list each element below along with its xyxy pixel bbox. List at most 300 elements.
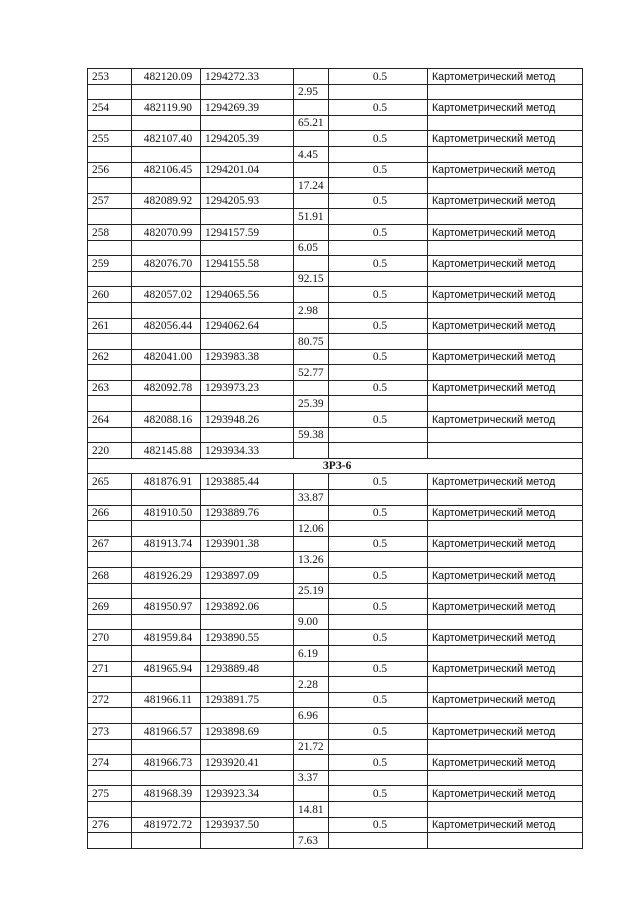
segment-distance: 6.19 [294,645,329,661]
point-y: 1294201.04 [201,162,294,178]
segment-distance: 3.37 [294,770,329,786]
segment-distance: 52.77 [294,365,329,381]
distance-empty [132,490,201,506]
distance-empty [132,739,201,755]
point-x: 481966.73 [132,755,201,771]
distance-empty [88,146,132,162]
distance-empty [329,614,428,630]
distance-empty [329,521,428,537]
point-accuracy: 0.5 [329,349,428,365]
point-method: Картометрический метод [428,536,583,552]
point-number: 259 [88,256,132,272]
distance-empty [329,146,428,162]
point-spacer [294,692,329,708]
distance-empty [201,84,294,100]
distance-empty [201,240,294,256]
segment-distance: 6.05 [294,240,329,256]
distance-empty [201,677,294,693]
distance-empty [88,84,132,100]
distance-empty [428,365,583,381]
coordinates-table [87,68,583,849]
distance-empty [428,115,583,131]
point-row [88,786,583,802]
point-method: Картометрический метод [428,692,583,708]
point-row [88,131,583,147]
point-number: 254 [88,100,132,116]
segment-distance: 59.38 [294,427,329,443]
distance-empty [132,427,201,443]
coordinates-table-body [88,69,583,849]
point-accuracy: 0.5 [329,692,428,708]
point-method: Картометрический метод [428,69,583,85]
point-method: Картометрический метод [428,162,583,178]
point-row [88,193,583,209]
distance-empty [132,833,201,849]
point-method: Картометрический метод [428,474,583,490]
point-y: 1294065.56 [201,287,294,303]
point-row [88,224,583,240]
point-accuracy: 0.5 [329,412,428,428]
point-y: 1293923.34 [201,786,294,802]
point-method: Картометрический метод [428,755,583,771]
point-row [88,380,583,396]
distance-empty [132,645,201,661]
distance-empty [201,302,294,318]
distance-empty [329,708,428,724]
distance-empty [428,427,583,443]
segment-distance: 25.39 [294,396,329,412]
point-y: 1293889.48 [201,661,294,677]
point-row [88,287,583,303]
point-method: Картометрический метод [428,505,583,521]
point-number: 255 [88,131,132,147]
distance-empty [201,770,294,786]
point-y: 1293973.23 [201,380,294,396]
point-y: 1293898.69 [201,723,294,739]
distance-empty [329,115,428,131]
distance-row [88,302,583,318]
point-x: 481876.91 [132,474,201,490]
point-row [88,256,583,272]
point-spacer [294,661,329,677]
point-accuracy: 0.5 [329,817,428,833]
point-number: 269 [88,599,132,615]
distance-empty [88,708,132,724]
distance-empty [329,645,428,661]
point-y: 1293889.76 [201,505,294,521]
point-method: Картометрический метод [428,224,583,240]
distance-empty [88,115,132,131]
distance-empty [88,365,132,381]
point-row [88,755,583,771]
point-number: 262 [88,349,132,365]
distance-row [88,115,583,131]
point-x: 482089.92 [132,193,201,209]
distance-empty [329,833,428,849]
distance-empty [132,146,201,162]
point-spacer [294,412,329,428]
point-accuracy [329,443,428,459]
distance-empty [132,178,201,194]
distance-empty [88,490,132,506]
distance-empty [132,801,201,817]
point-accuracy: 0.5 [329,505,428,521]
distance-empty [201,146,294,162]
point-x: 481959.84 [132,630,201,646]
point-x: 482076.70 [132,256,201,272]
distance-empty [132,334,201,350]
point-row [88,162,583,178]
distance-row [88,427,583,443]
segment-distance: 51.91 [294,209,329,225]
point-row [88,349,583,365]
point-x: 482088.16 [132,412,201,428]
point-x: 482070.99 [132,224,201,240]
point-number: 256 [88,162,132,178]
segment-distance: 2.98 [294,302,329,318]
point-number: 258 [88,224,132,240]
point-spacer [294,630,329,646]
distance-empty [201,427,294,443]
distance-empty [428,739,583,755]
point-row [88,692,583,708]
point-number: 264 [88,412,132,428]
point-y: 1293892.06 [201,599,294,615]
point-row [88,599,583,615]
distance-empty [329,334,428,350]
distance-empty [428,396,583,412]
point-row [88,69,583,85]
distance-row [88,334,583,350]
point-row [88,568,583,584]
point-spacer [294,162,329,178]
distance-empty [201,833,294,849]
distance-empty [329,583,428,599]
point-method: Картометрический метод [428,599,583,615]
distance-empty [428,614,583,630]
point-spacer [294,786,329,802]
point-number: 268 [88,568,132,584]
point-y: 1294205.93 [201,193,294,209]
point-spacer [294,256,329,272]
point-number: 267 [88,536,132,552]
point-spacer [294,755,329,771]
point-x: 482119.90 [132,100,201,116]
distance-row [88,770,583,786]
point-accuracy: 0.5 [329,568,428,584]
segment-distance: 65.21 [294,115,329,131]
point-spacer [294,723,329,739]
distance-empty [132,365,201,381]
distance-row [88,209,583,225]
distance-empty [132,84,201,100]
segment-distance: 92.15 [294,271,329,287]
point-accuracy: 0.5 [329,755,428,771]
distance-empty [132,552,201,568]
distance-empty [88,334,132,350]
point-x: 481910.50 [132,505,201,521]
distance-empty [132,708,201,724]
distance-empty [329,770,428,786]
distance-empty [88,583,132,599]
point-y: 1294205.39 [201,131,294,147]
distance-empty [201,801,294,817]
point-spacer [294,474,329,490]
distance-empty [88,209,132,225]
distance-empty [88,521,132,537]
distance-empty [428,302,583,318]
point-number: 275 [88,786,132,802]
point-method: Картометрический метод [428,412,583,428]
point-x: 481965.94 [132,661,201,677]
point-accuracy: 0.5 [329,100,428,116]
distance-empty [428,677,583,693]
point-spacer [294,193,329,209]
distance-row [88,240,583,256]
distance-empty [329,801,428,817]
distance-empty [201,645,294,661]
distance-row [88,178,583,194]
point-accuracy: 0.5 [329,224,428,240]
segment-distance: 2.28 [294,677,329,693]
distance-empty [428,770,583,786]
segment-distance: 7.63 [294,833,329,849]
point-x: 481926.29 [132,568,201,584]
distance-empty [329,271,428,287]
distance-empty [201,209,294,225]
distance-empty [428,240,583,256]
distance-empty [201,708,294,724]
point-y: 1293934.33 [201,443,294,459]
point-method: Картометрический метод [428,723,583,739]
distance-empty [428,178,583,194]
point-spacer [294,817,329,833]
distance-empty [329,427,428,443]
point-number: 261 [88,318,132,334]
distance-empty [428,583,583,599]
segment-distance: 80.75 [294,334,329,350]
distance-empty [88,552,132,568]
point-x: 482041.00 [132,349,201,365]
point-method: Картометрический метод [428,661,583,677]
section-title-row [88,458,583,474]
distance-empty [201,365,294,381]
distance-empty [88,614,132,630]
point-accuracy: 0.5 [329,318,428,334]
point-row [88,817,583,833]
point-number: 272 [88,692,132,708]
point-y: 1294269.39 [201,100,294,116]
point-y: 1293897.09 [201,568,294,584]
distance-empty [201,583,294,599]
point-accuracy: 0.5 [329,256,428,272]
segment-distance: 14.81 [294,801,329,817]
point-accuracy: 0.5 [329,131,428,147]
point-method: Картометрический метод [428,287,583,303]
point-method: Картометрический метод [428,256,583,272]
distance-empty [428,708,583,724]
point-x: 481966.57 [132,723,201,739]
distance-empty [201,396,294,412]
distance-empty [329,365,428,381]
point-x: 481968.39 [132,786,201,802]
distance-empty [201,614,294,630]
distance-empty [201,271,294,287]
point-x: 482107.40 [132,131,201,147]
distance-empty [88,302,132,318]
point-method [428,443,583,459]
distance-empty [428,801,583,817]
distance-empty [88,645,132,661]
distance-empty [132,209,201,225]
distance-row [88,708,583,724]
point-method: Картометрический метод [428,193,583,209]
point-number: 265 [88,474,132,490]
distance-empty [88,240,132,256]
point-spacer [294,505,329,521]
segment-distance: 13.26 [294,552,329,568]
segment-distance: 21.72 [294,739,329,755]
distance-empty [132,302,201,318]
point-x: 482145.88 [132,443,201,459]
point-y: 1294155.58 [201,256,294,272]
segment-distance: 4.45 [294,146,329,162]
point-number: 270 [88,630,132,646]
distance-empty [428,334,583,350]
point-row [88,661,583,677]
distance-empty [201,490,294,506]
distance-empty [428,521,583,537]
point-y: 1294062.64 [201,318,294,334]
distance-empty [329,739,428,755]
distance-empty [88,739,132,755]
distance-empty [88,396,132,412]
distance-empty [329,240,428,256]
distance-row [88,583,583,599]
point-number: 273 [88,723,132,739]
point-spacer [294,131,329,147]
segment-distance: 25.19 [294,583,329,599]
distance-row [88,801,583,817]
distance-empty [329,552,428,568]
distance-empty [88,427,132,443]
segment-distance: 33.87 [294,490,329,506]
distance-row [88,490,583,506]
distance-row [88,614,583,630]
point-method: Картометрический метод [428,131,583,147]
distance-row [88,396,583,412]
point-number: 253 [88,69,132,85]
distance-row [88,84,583,100]
point-accuracy: 0.5 [329,661,428,677]
point-method: Картометрический метод [428,568,583,584]
point-number: 260 [88,287,132,303]
distance-empty [428,84,583,100]
distance-empty [428,209,583,225]
point-spacer [294,380,329,396]
point-accuracy: 0.5 [329,193,428,209]
point-spacer [294,568,329,584]
point-y: 1293937.50 [201,817,294,833]
section-title: ЗРЗ-6 [88,458,583,474]
point-number: 263 [88,380,132,396]
point-row [88,505,583,521]
distance-empty [329,677,428,693]
distance-empty [428,552,583,568]
point-method: Картометрический метод [428,786,583,802]
point-accuracy: 0.5 [329,723,428,739]
distance-empty [201,552,294,568]
point-y: 1293920.41 [201,755,294,771]
point-y: 1294157.59 [201,224,294,240]
distance-row [88,365,583,381]
distance-empty [132,271,201,287]
point-method: Картометрический метод [428,817,583,833]
point-accuracy: 0.5 [329,536,428,552]
distance-empty [329,84,428,100]
segment-distance: 17.24 [294,178,329,194]
point-y: 1293901.38 [201,536,294,552]
point-x: 481950.97 [132,599,201,615]
distance-empty [329,209,428,225]
point-accuracy: 0.5 [329,162,428,178]
point-spacer [294,318,329,334]
point-method: Картометрический метод [428,630,583,646]
distance-empty [329,396,428,412]
point-spacer [294,349,329,365]
distance-empty [428,146,583,162]
distance-row [88,552,583,568]
segment-distance: 2.95 [294,84,329,100]
point-x: 482106.45 [132,162,201,178]
point-spacer [294,443,329,459]
point-row [88,100,583,116]
point-accuracy: 0.5 [329,380,428,396]
point-y: 1293891.75 [201,692,294,708]
point-accuracy: 0.5 [329,69,428,85]
point-method: Картометрический метод [428,318,583,334]
distance-empty [428,833,583,849]
distance-empty [132,770,201,786]
point-x: 482092.78 [132,380,201,396]
segment-distance: 12.06 [294,521,329,537]
point-number: 220 [88,443,132,459]
distance-empty [201,334,294,350]
distance-empty [88,833,132,849]
distance-empty [201,178,294,194]
distance-row [88,521,583,537]
point-y: 1293948.26 [201,412,294,428]
distance-empty [329,490,428,506]
point-method: Картометрический метод [428,380,583,396]
point-row [88,412,583,428]
point-x: 481966.11 [132,692,201,708]
distance-empty [88,770,132,786]
distance-empty [132,521,201,537]
point-spacer [294,599,329,615]
distance-empty [428,490,583,506]
distance-empty [132,396,201,412]
distance-row [88,739,583,755]
point-accuracy: 0.5 [329,474,428,490]
distance-empty [329,178,428,194]
point-row [88,474,583,490]
point-number: 274 [88,755,132,771]
distance-empty [132,583,201,599]
point-number: 271 [88,661,132,677]
distance-empty [329,302,428,318]
distance-empty [132,240,201,256]
